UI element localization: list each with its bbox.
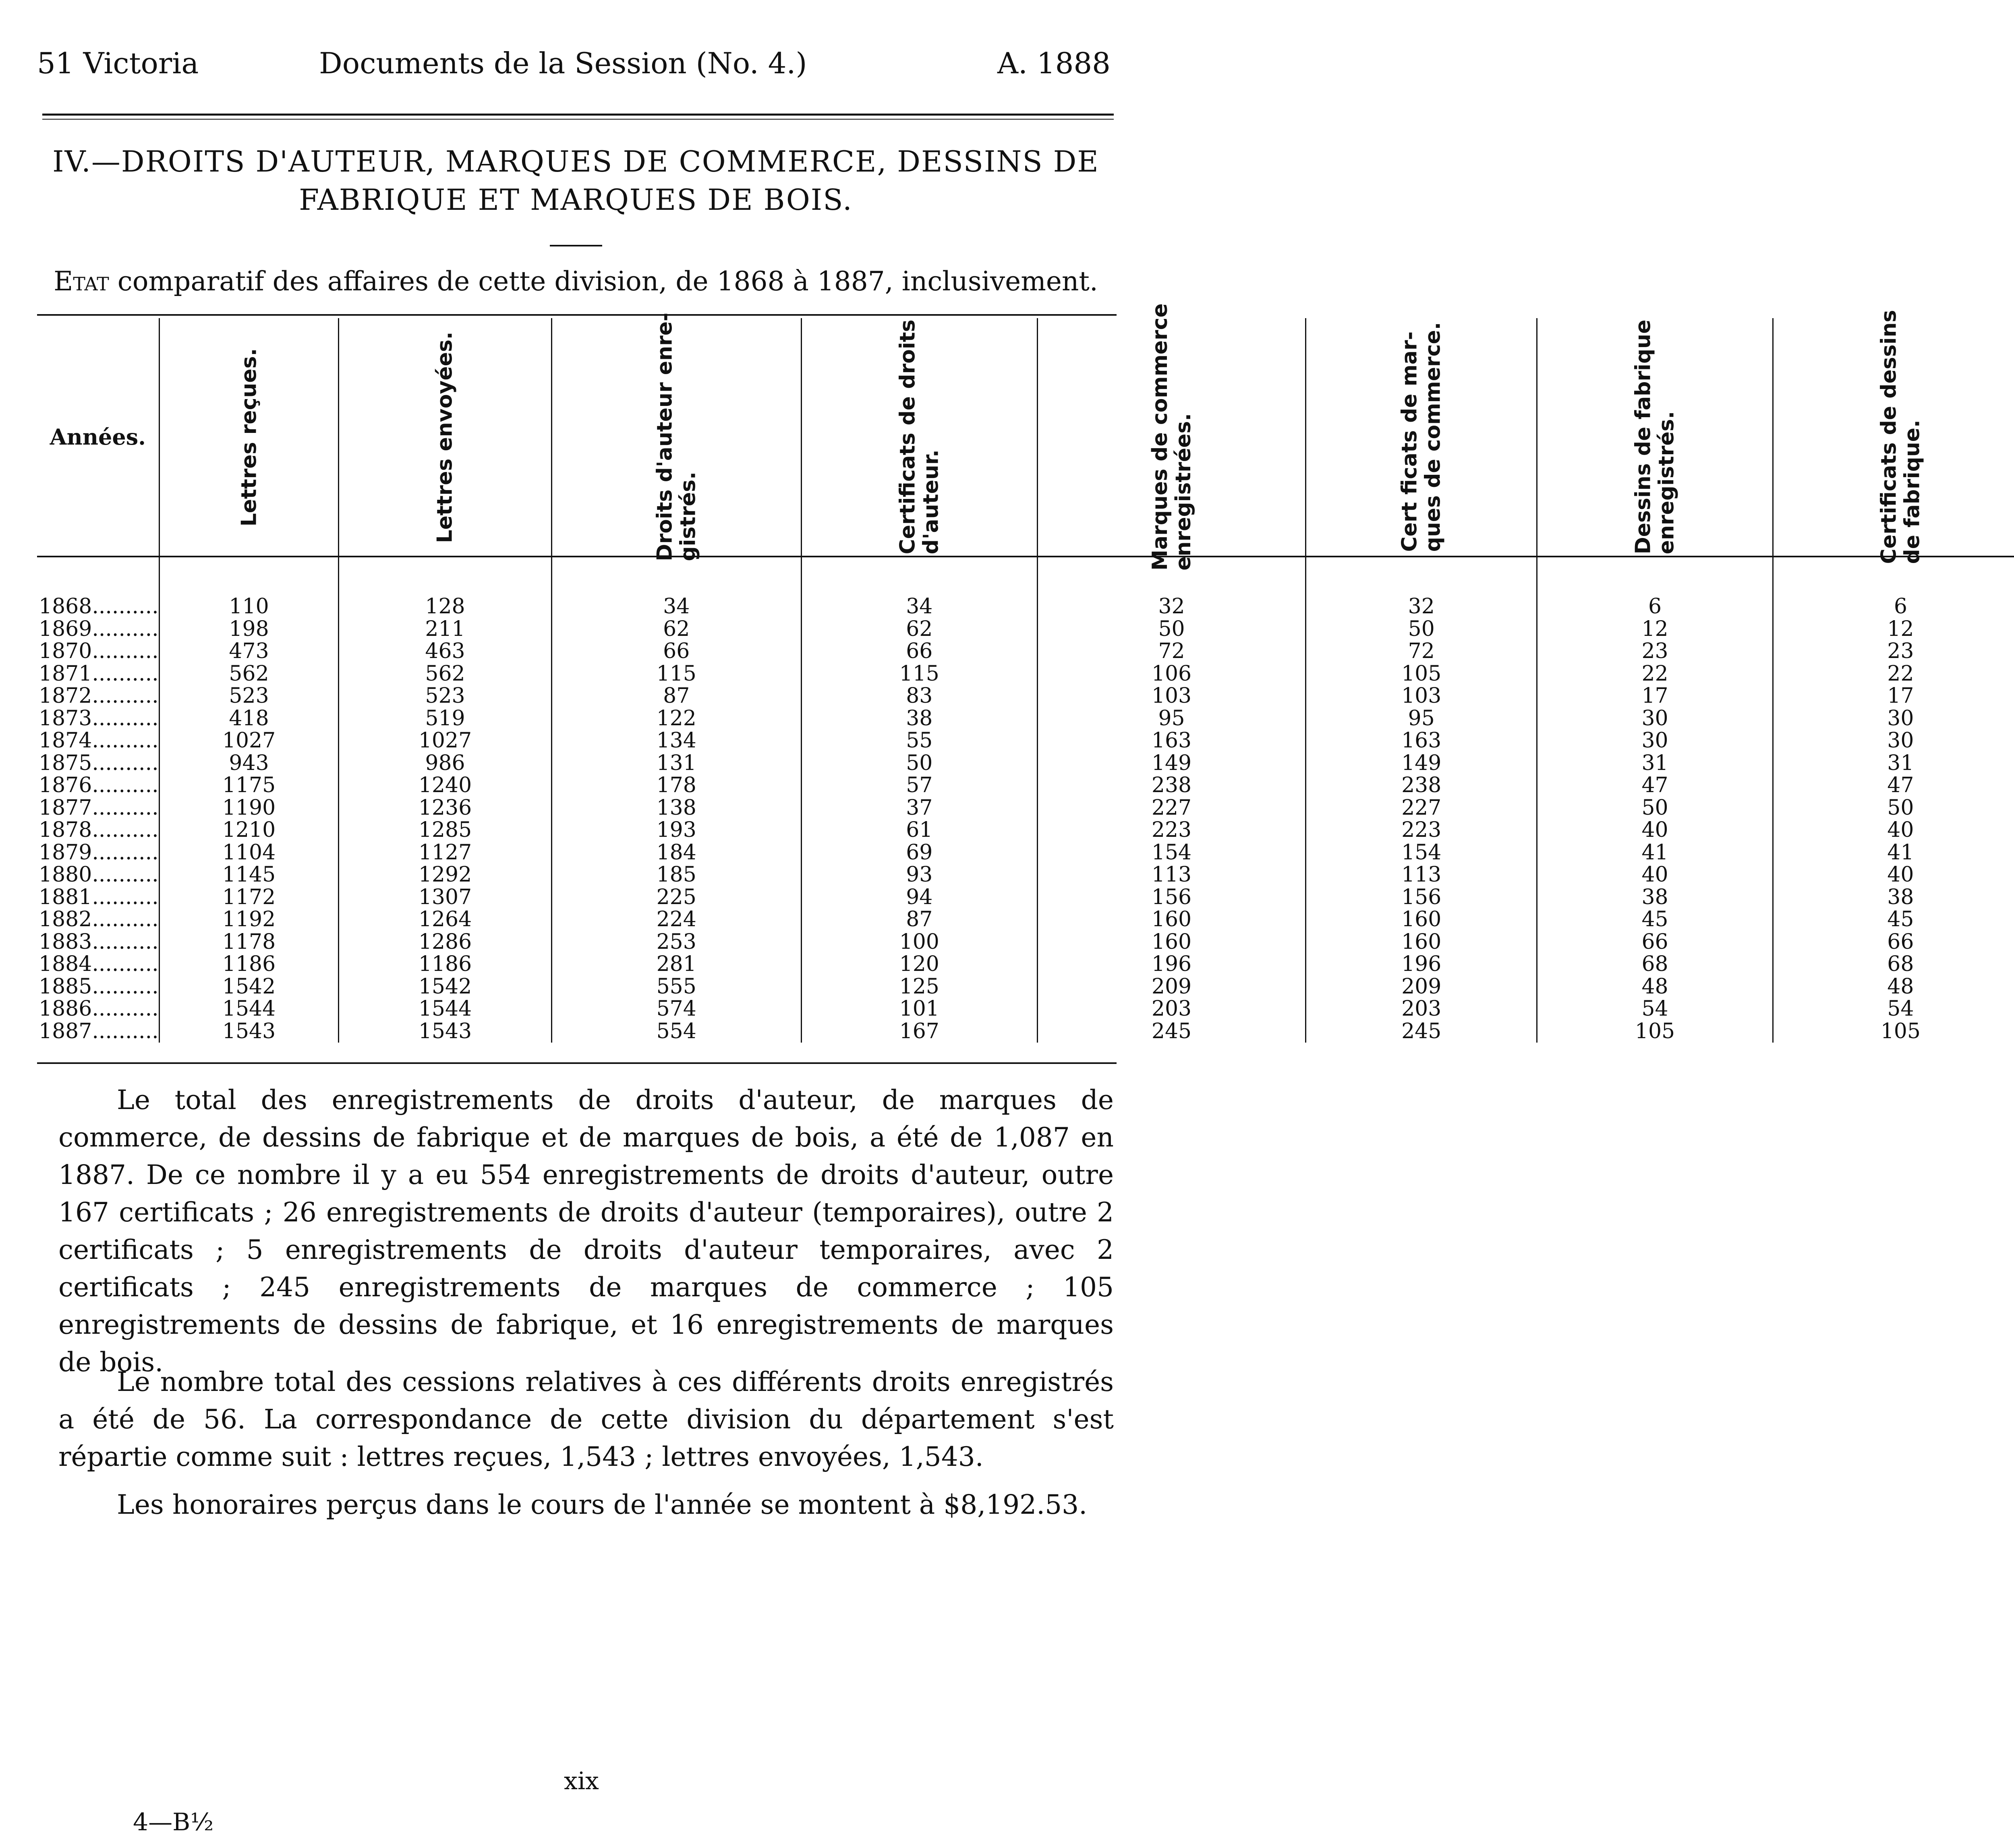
rotated-column-label [1148, 303, 1195, 571]
value-cell: 100 [801, 931, 1037, 954]
value-cell: 6 [1537, 596, 1773, 618]
value-cell: 1190 [159, 797, 339, 819]
value-cell: 1192 [159, 908, 339, 931]
rotated-column-label [433, 331, 457, 543]
value-cell: 120 [801, 953, 1037, 976]
column-header [1537, 318, 1773, 557]
value-cell: 519 [339, 708, 551, 730]
title-divider [550, 245, 602, 246]
value-cell: 50 [1537, 797, 1773, 819]
value-cell: 1027 [339, 730, 551, 752]
value-cell: 38 [1537, 886, 1773, 909]
value-cell: 160 [1306, 908, 1537, 931]
value-cell: 473 [159, 640, 339, 663]
table-row [37, 842, 2014, 864]
value-cell: 48 [1773, 976, 2014, 998]
value-cell: 72 [1306, 640, 1537, 663]
value-cell: 156 [1306, 886, 1537, 909]
column-label-line: Lettres reçues. [237, 348, 261, 526]
value-cell: 6 [1773, 596, 2014, 618]
value-cell: 196 [1306, 953, 1537, 976]
column-label-line: Certificats de dessins [1877, 310, 1901, 564]
column-header [1037, 303, 1306, 571]
value-cell: 562 [159, 663, 339, 685]
value-cell: 55 [801, 730, 1037, 752]
value-cell: 66 [1537, 931, 1773, 954]
value-cell: 83 [801, 685, 1037, 708]
units-cell-empty [1537, 557, 1773, 596]
column-label-line: Lettres envoyées. [433, 331, 458, 543]
value-cell: 986 [339, 752, 551, 775]
years-column-header: Années. [37, 318, 159, 557]
value-cell: 184 [551, 842, 801, 864]
value-cell: 40 [1537, 864, 1773, 886]
column-label-line: Droits d'auteur enre- [653, 312, 677, 561]
value-cell: 50 [1306, 618, 1537, 641]
value-cell: 38 [801, 708, 1037, 730]
value-cell: 1285 [339, 819, 551, 842]
column-label-line: Certificats de droits [895, 319, 920, 554]
value-cell: 95 [1306, 708, 1537, 730]
value-cell: 154 [1306, 842, 1537, 864]
column-label-line: enregistrées. [1171, 413, 1196, 571]
value-cell: 47 [1773, 774, 2014, 797]
value-cell: 47 [1537, 774, 1773, 797]
value-cell: 1292 [339, 864, 551, 886]
value-cell: 54 [1773, 998, 2014, 1020]
value-cell: 17 [1537, 685, 1773, 708]
value-cell: 62 [551, 618, 801, 641]
paragraph-totals: Le total des enregistrements de droits d'auteur, de marques de commerce, de dessins de fabrique et de marques de bois, a été de 1,087 en 1887. De ce nombre il y a eu 554 enregistrements de droits d'auteur, outre 167 certificats ; 26 enregistrements de droits d'auteur (temporaires), outre 2 certificats ; 5 enregistrements de droits d'auteur temporaires, avec 2 certificats ; 245 enregistrements de marques de commerce ; 105 enregistrements de dessins de fabrique, et 16 enregistrements de marques de bois. [58, 1084, 1114, 1378]
value-cell: 54 [1537, 998, 1773, 1020]
value-cell: 106 [1037, 663, 1306, 685]
value-cell: 30 [1773, 730, 2014, 752]
column-label-line: Dessins de fabrique [1631, 319, 1656, 554]
column-label-line: Cert ficats de mar- [1397, 331, 1422, 552]
value-cell: 69 [801, 842, 1037, 864]
column-label-line: ques de commerce. [1421, 322, 1445, 552]
value-cell: 95 [1037, 708, 1306, 730]
value-cell: 50 [1773, 797, 2014, 819]
value-cell: 1145 [159, 864, 339, 886]
year-cell: 1877.......... [39, 795, 159, 820]
value-cell: 134 [551, 730, 801, 752]
column-header [159, 318, 339, 557]
year-cell: 1874.......... [39, 728, 159, 753]
value-cell: 554 [551, 1020, 801, 1043]
value-cell: 238 [1306, 774, 1537, 797]
table-row [37, 864, 2014, 886]
column-header [1306, 318, 1537, 557]
year-cell: 1875.......... [39, 751, 159, 775]
value-cell: 196 [1037, 953, 1306, 976]
value-cell: 1307 [339, 886, 551, 909]
value-cell: 223 [1306, 819, 1537, 842]
value-cell: 1027 [159, 730, 339, 752]
units-cell-empty [159, 557, 339, 596]
value-cell: 31 [1537, 752, 1773, 775]
value-cell: 209 [1306, 976, 1537, 998]
value-cell: 238 [1037, 774, 1306, 797]
table-row [37, 596, 2014, 618]
header-center: Documents de la Session (No. 4.) [319, 46, 807, 80]
value-cell: 115 [801, 663, 1037, 685]
column-header [551, 312, 801, 561]
value-cell: 12 [1773, 618, 2014, 641]
value-cell: 68 [1773, 953, 2014, 976]
rotated-column-label [1632, 319, 1678, 554]
value-cell: 193 [551, 819, 801, 842]
value-cell: 198 [159, 618, 339, 641]
value-cell: 105 [1306, 663, 1537, 685]
value-cell: 32 [1306, 596, 1537, 618]
value-cell: 167 [801, 1020, 1037, 1043]
value-cell: 185 [551, 864, 801, 886]
table-row [37, 618, 2014, 641]
value-cell: 163 [1306, 730, 1537, 752]
value-cell: 160 [1037, 908, 1306, 931]
value-cell: 149 [1037, 752, 1306, 775]
column-header [801, 318, 1037, 557]
column-header [339, 318, 551, 557]
table-row [37, 998, 2014, 1020]
value-cell: 94 [801, 886, 1037, 909]
value-cell: 163 [1037, 730, 1306, 752]
units-cell-empty [37, 557, 159, 596]
value-cell: 253 [551, 931, 801, 954]
column-header [1773, 310, 2014, 564]
value-cell: 203 [1037, 998, 1306, 1020]
value-cell: 87 [551, 685, 801, 708]
value-cell: 45 [1773, 908, 2014, 931]
value-cell: 209 [1037, 976, 1306, 998]
value-cell: 101 [801, 998, 1037, 1020]
value-cell: 160 [1306, 931, 1537, 954]
table-row [37, 908, 2014, 931]
value-cell: 178 [551, 774, 801, 797]
page-header [37, 46, 1111, 83]
year-cell: 1868.......... [39, 594, 159, 619]
year-cell: 1869.......... [39, 617, 159, 641]
value-cell: 41 [1537, 842, 1773, 864]
paragraph-cessions: Le nombre total des cessions relatives à ces différents droits enregistrés a été de 56. La correspondance de cette division du département s'est répartie comme suit : lettres reçues, 1,543 ; lettres envoyées, 1,543. [58, 1366, 1114, 1472]
statistics-table [37, 303, 2014, 1043]
value-cell: 22 [1537, 663, 1773, 685]
value-cell: 245 [1306, 1020, 1537, 1043]
column-label-line: de fabrique. [1900, 419, 1925, 564]
value-cell: 1542 [159, 976, 339, 998]
value-cell: 50 [1037, 618, 1306, 641]
value-cell: 113 [1306, 864, 1537, 886]
value-cell: 103 [1306, 685, 1537, 708]
value-cell: 224 [551, 908, 801, 931]
value-cell: 34 [801, 596, 1037, 618]
table-row [37, 931, 2014, 954]
year-cell: 1880.......... [39, 863, 159, 887]
value-cell: 30 [1773, 708, 2014, 730]
table-row [37, 976, 2014, 998]
section-title-line2: FABRIQUE ET MARQUES DE BOIS. [299, 183, 853, 217]
value-cell: 45 [1537, 908, 1773, 931]
value-cell: 943 [159, 752, 339, 775]
value-cell: 105 [1773, 1020, 2014, 1043]
value-cell: 523 [159, 685, 339, 708]
table-row [37, 752, 2014, 775]
value-cell: 1186 [339, 953, 551, 976]
value-cell: 68 [1537, 953, 1773, 976]
year-cell: 1870.......... [39, 639, 159, 664]
year-cell: 1876.......... [39, 773, 159, 798]
value-cell: 66 [551, 640, 801, 663]
table-row [37, 640, 2014, 663]
value-cell: 38 [1773, 886, 2014, 909]
value-cell: 31 [1773, 752, 2014, 775]
year-cell: 1871.......... [39, 661, 159, 686]
table-row [37, 886, 2014, 909]
value-cell: 61 [801, 819, 1037, 842]
value-cell: 23 [1537, 640, 1773, 663]
value-cell: 93 [801, 864, 1037, 886]
header-right: A. 1888 [997, 46, 1111, 80]
value-cell: 40 [1537, 819, 1773, 842]
table-row [37, 953, 2014, 976]
value-cell: 23 [1773, 640, 2014, 663]
value-cell: 1240 [339, 774, 551, 797]
value-cell: 41 [1773, 842, 2014, 864]
table-row [37, 685, 2014, 708]
value-cell: 17 [1773, 685, 2014, 708]
units-cell-empty [1306, 557, 1537, 596]
header-rule-thin [42, 119, 1114, 120]
header-left: 51 Victoria [37, 46, 199, 80]
value-cell: 281 [551, 953, 801, 976]
value-cell: 22 [1773, 663, 2014, 685]
column-label-line: Marques de commerce [1148, 303, 1172, 571]
units-row [37, 557, 2014, 596]
column-label-line: enregistrés. [1654, 411, 1679, 554]
value-cell: 555 [551, 976, 801, 998]
table-row [37, 797, 2014, 819]
value-cell: 66 [801, 640, 1037, 663]
value-cell: 1543 [339, 1020, 551, 1043]
value-cell: 40 [1773, 819, 2014, 842]
rotated-column-label [896, 319, 943, 554]
value-cell: 105 [1537, 1020, 1773, 1043]
value-cell: 1186 [159, 953, 339, 976]
value-cell: 154 [1037, 842, 1306, 864]
value-cell: 138 [551, 797, 801, 819]
value-cell: 1236 [339, 797, 551, 819]
year-cell: 1884.......... [39, 952, 159, 977]
table-row [37, 730, 2014, 752]
value-cell: 32 [1037, 596, 1306, 618]
value-cell: 1175 [159, 774, 339, 797]
value-cell: 50 [801, 752, 1037, 775]
value-cell: 12 [1537, 618, 1773, 641]
value-cell: 211 [339, 618, 551, 641]
rotated-column-label [1398, 322, 1445, 552]
value-cell: 1544 [339, 998, 551, 1020]
value-cell: 30 [1537, 730, 1773, 752]
rotated-column-label [1877, 310, 1924, 564]
table-row [37, 819, 2014, 842]
page-number: xix [564, 1767, 599, 1795]
value-cell: 131 [551, 752, 801, 775]
value-cell: 227 [1306, 797, 1537, 819]
units-cell-empty [551, 557, 801, 596]
value-cell: 87 [801, 908, 1037, 931]
value-cell: 1543 [159, 1020, 339, 1043]
value-cell: 245 [1037, 1020, 1306, 1043]
value-cell: 113 [1037, 864, 1306, 886]
value-cell: 128 [339, 596, 551, 618]
rotated-column-label [237, 348, 261, 526]
value-cell: 115 [551, 663, 801, 685]
section-title-line1: IV.—DROITS D'AUTEUR, MARQUES DE COMMERCE, DESSINS DE [52, 145, 1099, 178]
value-cell: 122 [551, 708, 801, 730]
signature-mark: 4—B½ [133, 1808, 214, 1836]
value-cell: 1286 [339, 931, 551, 954]
value-cell: 125 [801, 976, 1037, 998]
value-cell: 37 [801, 797, 1037, 819]
year-cell: 1882.......... [39, 907, 159, 932]
table-row [37, 663, 2014, 685]
caption-text: comparatif des affaires de cette division, de 1868 à 1887, inclusivement. [109, 266, 1098, 297]
paragraph-fees: Les honoraires perçus dans le cours de l'année se montent à $8,192.53. [117, 1489, 1088, 1520]
table-row [37, 1020, 2014, 1043]
value-cell: 40 [1773, 864, 2014, 886]
table-row [37, 708, 2014, 730]
table-caption [0, 266, 1152, 297]
value-cell: 160 [1037, 931, 1306, 954]
value-cell: 1544 [159, 998, 339, 1020]
year-cell: 1887.......... [39, 1019, 159, 1043]
value-cell: 203 [1306, 998, 1537, 1020]
value-cell: 574 [551, 998, 801, 1020]
value-cell: 30 [1537, 708, 1773, 730]
year-cell: 1878.......... [39, 818, 159, 842]
year-cell: 1885.......... [39, 974, 159, 999]
value-cell: 66 [1773, 931, 2014, 954]
value-cell: 72 [1037, 640, 1306, 663]
value-cell: 156 [1037, 886, 1306, 909]
units-cell-empty [801, 557, 1037, 596]
value-cell: 523 [339, 685, 551, 708]
caption-smallcaps: Etat [54, 266, 109, 297]
value-cell: 562 [339, 663, 551, 685]
year-cell: 1873.......... [39, 706, 159, 731]
value-cell: 1172 [159, 886, 339, 909]
value-cell: 1210 [159, 819, 339, 842]
value-cell: 463 [339, 640, 551, 663]
value-cell: 48 [1537, 976, 1773, 998]
value-cell: 34 [551, 596, 801, 618]
value-cell: 57 [801, 774, 1037, 797]
value-cell: 223 [1037, 819, 1306, 842]
table-top-rule [37, 314, 1117, 316]
value-cell: 62 [801, 618, 1037, 641]
column-label-line: d'auteur. [919, 449, 943, 554]
value-cell: 227 [1037, 797, 1306, 819]
year-cell: 1881.......... [39, 885, 159, 909]
year-cell: 1872.......... [39, 684, 159, 708]
table-row [37, 774, 2014, 797]
value-cell: 1542 [339, 976, 551, 998]
year-cell: 1883.......... [39, 929, 159, 954]
header-rule [42, 114, 1114, 116]
units-cell-empty [339, 557, 551, 596]
column-label-line: gistrés. [676, 471, 700, 561]
year-cell: 1886.......... [39, 997, 159, 1021]
value-cell: 418 [159, 708, 339, 730]
table-header-row [37, 318, 2014, 557]
table-body [37, 596, 2014, 1043]
value-cell: 1178 [159, 931, 339, 954]
value-cell: 1127 [339, 842, 551, 864]
rotated-column-label [653, 312, 700, 561]
value-cell: 149 [1306, 752, 1537, 775]
value-cell: 110 [159, 596, 339, 618]
value-cell: 1264 [339, 908, 551, 931]
table-bottom-rule [37, 1062, 1117, 1064]
year-cell: 1879.......... [39, 840, 159, 865]
value-cell: 103 [1037, 685, 1306, 708]
value-cell: 225 [551, 886, 801, 909]
value-cell: 1104 [159, 842, 339, 864]
